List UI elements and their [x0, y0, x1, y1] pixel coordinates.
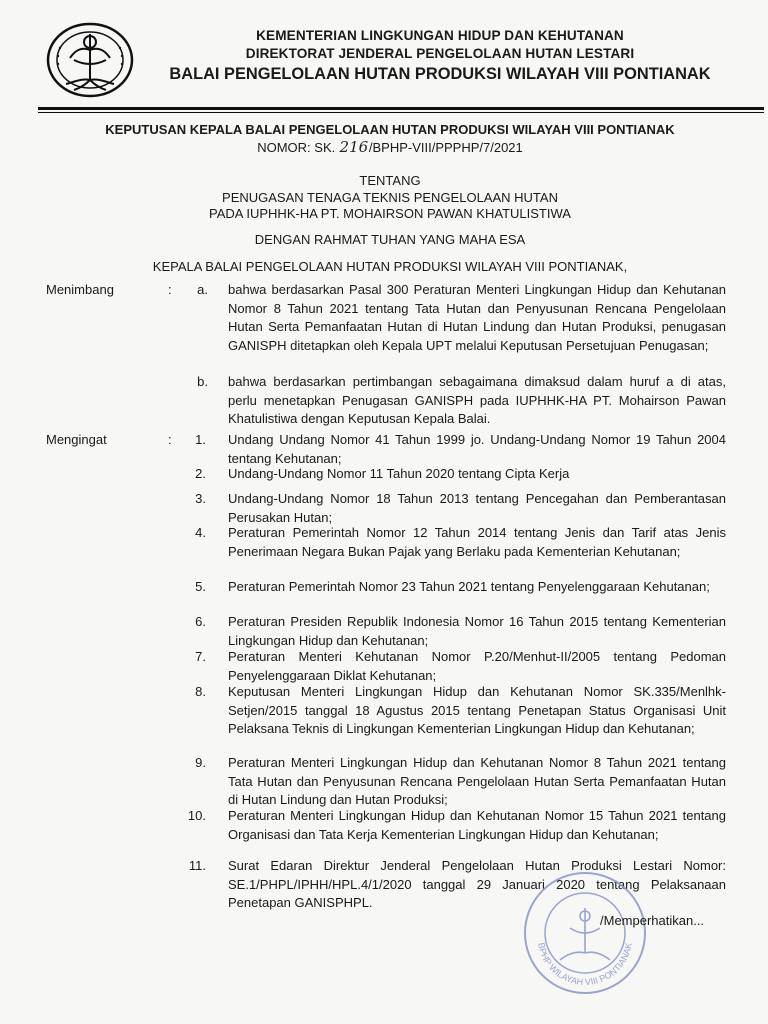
decree-subject-line1: PENUGASAN TENAGA TEKNIS PENGELOLAAN HUTAN	[222, 190, 558, 205]
decree-blessing: DENGAN RAHMAT TUHAN YANG MAHA ESA	[254, 232, 526, 247]
official-stamp	[520, 868, 650, 998]
letterhead-rule-thick	[38, 107, 764, 110]
mengingat-item-1: Undang Undang Nomor 41 Tahun 1999 jo. Undang-Undang Nomor 19 Tahun 2004 tentang Kehutanan;	[228, 432, 726, 466]
menimbang-item-b: bahwa berdasarkan pertimbangan sebagaimana dimaksud dalam huruf a di atas, perlu menetapkan Penugasan GANISPH pada IUPHHK-HA PT. Mohairson Pawan Khatulistiwa dengan Keputusan Kepala Balai.	[228, 374, 726, 426]
menimbang-mark-b: b.	[197, 374, 208, 389]
menimbang-colon: :	[168, 282, 172, 297]
mengingat-item-10: Peraturan Menteri Lingkungan Hidup dan Kehutanan Nomor 15 Tahun 2021 tentang Organisasi dan Tata Kerja Kementerian Lingkungan Hidup dan Kehutanan;	[228, 808, 726, 842]
mengingat-label: Mengingat	[46, 432, 107, 447]
mengingat-mark-11: 11.	[188, 858, 206, 873]
continuation-note: /Memperhatikan...	[600, 913, 705, 928]
ministry-logo	[44, 20, 136, 100]
decree-title: KEPUTUSAN KEPALA BALAI PENGELOLAAN HUTAN PRODUKSI WILAYAH VIII PONTIANAK	[105, 122, 675, 137]
menimbang-mark-a: a.	[197, 282, 208, 297]
mengingat-item-11: Surat Edaran Direktur Jenderal Pengelolaan Hutan Produksi Lestari Nomor: SE.1/PHPL/IPHH/HPL.4/1/2020 tanggal 29 Januari 2020 tentang Pelaksanaan Penetapan GANISPHPL.	[228, 858, 726, 910]
mengingat-mark-6: 6.	[195, 614, 206, 629]
stamp-text: BPHP WILAYAH VIII PONTIANAK	[536, 941, 634, 988]
mengingat-item-6: Peraturan Presiden Republik Indonesia Nomor 16 Tahun 2015 tentang Kementerian Lingkungan Hidup dan Kehutanan;	[228, 614, 726, 648]
decree-number-handwritten: 216	[339, 138, 369, 156]
menimbang-item-a: bahwa berdasarkan Pasal 300 Peraturan Menteri Lingkungan Hidup dan Kehutanan Nomor 8 Tahun 2021 tentang Tata Hutan dan Penyusunan Rencana Pengelolaan Hutan Serta Pemanfaatan Hutan di Hutan Lindung dan Hutan Produksi, penugasan GANISPH ditetapkan oleh Kepala UPT melalui Keputusan Persetujuan Penugasan;	[228, 282, 726, 353]
mengingat-item-7: Peraturan Menteri Kehutanan Nomor P.20/Menhut-II/2005 tentang Pedoman Penyelenggaraan Diklat Kehutanan;	[228, 649, 726, 683]
mengingat-mark-3: 3.	[195, 491, 206, 506]
letterhead	[140, 27, 740, 85]
mengingat-mark-2: 2.	[195, 466, 206, 481]
mengingat-mark-9: 9.	[195, 755, 206, 770]
mengingat-item-3: Undang-Undang Nomor 18 Tahun 2013 tentang Pencegahan dan Pemberantasan Perusakan Hutan;	[228, 491, 726, 525]
mengingat-colon: :	[168, 432, 172, 447]
decree-number	[30, 139, 750, 156]
decree-issuer: KEPALA BALAI PENGELOLAAN HUTAN PRODUKSI WILAYAH VIII PONTIANAK,	[152, 259, 628, 274]
mengingat-item-4: Peraturan Pemerintah Nomor 12 Tahun 2014 tentang Jenis dan Tarif atas Jenis Penerimaan Negara Bukan Pajak yang Berlaku pada Kementerian Kehutanan;	[228, 525, 726, 559]
mengingat-mark-5: 5.	[195, 579, 206, 594]
menimbang-label: Menimbang	[46, 282, 114, 297]
mengingat-mark-7: 7.	[195, 649, 206, 664]
decree-number-suffix: /BPHP-VIII/PPPHP/7/2021	[368, 140, 523, 155]
decree-about: TENTANG	[359, 173, 421, 188]
mengingat-item-8: Keputusan Menteri Lingkungan Hidup dan Kehutanan Nomor SK.335/Menlhk-Setjen/2015 tanggal 18 Agustus 2015 tentang Penetapan Status Organisasi Unit Pelaksana Teknis di Lingkungan Kementerian Lingkungan Hidup dan Kehutanan;	[228, 684, 726, 736]
letterhead-rule-thin	[38, 112, 764, 113]
mengingat-mark-8: 8.	[195, 684, 206, 699]
decree-number-prefix: NOMOR: SK.	[257, 140, 336, 155]
mengingat-mark-4: 4.	[195, 525, 206, 540]
ministry-name: KEMENTERIAN LINGKUNGAN HIDUP DAN KEHUTANAN	[256, 28, 624, 43]
mengingat-mark-1: 1.	[195, 432, 206, 447]
decree-subject-line2: PADA IUPHHK-HA PT. MOHAIRSON PAWAN KHATULISTIWA	[209, 206, 571, 221]
office-name: BALAI PENGELOLAAN HUTAN PRODUKSI WILAYAH VIII PONTIANAK	[169, 65, 711, 83]
mengingat-item-2: Undang-Undang Nomor 11 Tahun 2020 tentang Cipta Kerja	[228, 466, 570, 481]
directorate-name: DIREKTORAT JENDERAL PENGELOLAAN HUTAN LESTARI	[245, 46, 635, 61]
mengingat-item-5: Peraturan Pemerintah Nomor 23 Tahun 2021 tentang Penyelenggaraan Kehutanan;	[228, 579, 710, 594]
mengingat-mark-10: 10.	[187, 808, 206, 823]
mengingat-item-9: Peraturan Menteri Lingkungan Hidup dan Kehutanan Nomor 8 Tahun 2021 tentang Tata Hutan dan Penyusunan Rencana Pengelolaan Hutan Serta Pemanfaatan Hutan di Hutan Lindung dan Hutan Produksi;	[228, 755, 726, 807]
